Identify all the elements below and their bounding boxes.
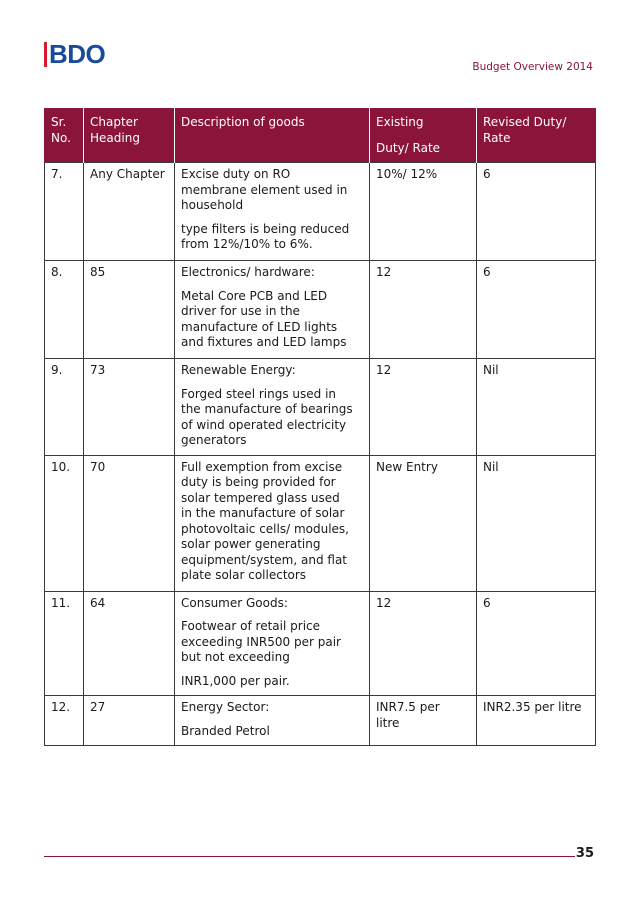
- header-revised-rate: Revised Duty/ Rate: [477, 108, 596, 163]
- cell-sr: 9.: [45, 359, 84, 456]
- cell-description: Renewable Energy: Forged steel rings used in the manufacture of bearings of wind operated electricity generators: [175, 359, 370, 456]
- cell-chapter: Any Chapter: [84, 163, 175, 261]
- cell-description: Electronics/ hardware: Metal Core PCB and LED driver for use in the manufacture of LED lights and fixtures and LED lamps: [175, 261, 370, 359]
- table-row: [45, 696, 596, 746]
- cell-sr: 12.: [45, 696, 84, 746]
- cell-revised: Nil: [477, 359, 596, 456]
- table-row: [45, 455, 596, 591]
- cell-existing: 12: [370, 261, 477, 359]
- header-existing-rate: Existing Duty/ Rate: [370, 108, 477, 163]
- cell-revised: 6: [477, 261, 596, 359]
- cell-description: Consumer Goods: Footwear of retail price exceeding INR500 per pair but not exceeding INR1,000 per pair.: [175, 591, 370, 696]
- cell-sr: 11.: [45, 591, 84, 696]
- cell-description: Excise duty on RO membrane element used in household type filters is being reduced from 12%/10% to 6%.: [175, 163, 370, 261]
- cell-description: Full exemption from excise duty is being provided for solar tempered glass used in the manufacture of solar photovoltaic cells/ modules, solar power generating equipment/system, and flat plate solar collectors: [175, 455, 370, 591]
- table-row: [45, 163, 596, 261]
- footer-divider: [44, 856, 575, 857]
- table-row: [45, 261, 596, 359]
- cell-existing: 12: [370, 359, 477, 456]
- cell-existing: 12: [370, 591, 477, 696]
- report-title: Budget Overview 2014: [472, 61, 593, 73]
- table-header-row: [45, 108, 596, 163]
- cell-sr: 7.: [45, 163, 84, 261]
- cell-revised: 6: [477, 591, 596, 696]
- cell-description: Energy Sector: Branded Petrol: [175, 696, 370, 746]
- cell-existing: INR7.5 per litre: [370, 696, 477, 746]
- cell-revised: 6: [477, 163, 596, 261]
- cell-revised: Nil: [477, 455, 596, 591]
- table-row: [45, 359, 596, 456]
- logo-red-bar: [44, 42, 47, 67]
- page-number: 35: [575, 846, 594, 861]
- logo-text: BDO: [49, 39, 106, 69]
- cell-existing: New Entry: [370, 455, 477, 591]
- cell-chapter: 73: [84, 359, 175, 456]
- cell-chapter: 85: [84, 261, 175, 359]
- cell-sr: 8.: [45, 261, 84, 359]
- header-description: Description of goods: [175, 108, 370, 163]
- cell-chapter: 27: [84, 696, 175, 746]
- cell-existing: 10%/ 12%: [370, 163, 477, 261]
- header-chapter-heading: Chapter Heading: [84, 108, 175, 163]
- bdo-logo: [44, 41, 105, 68]
- header-sr-no: Sr. No.: [45, 108, 84, 163]
- cell-revised: INR2.35 per litre: [477, 696, 596, 746]
- table-row: [45, 591, 596, 696]
- cell-chapter: 64: [84, 591, 175, 696]
- duty-table: [44, 108, 596, 746]
- cell-chapter: 70: [84, 455, 175, 591]
- cell-sr: 10.: [45, 455, 84, 591]
